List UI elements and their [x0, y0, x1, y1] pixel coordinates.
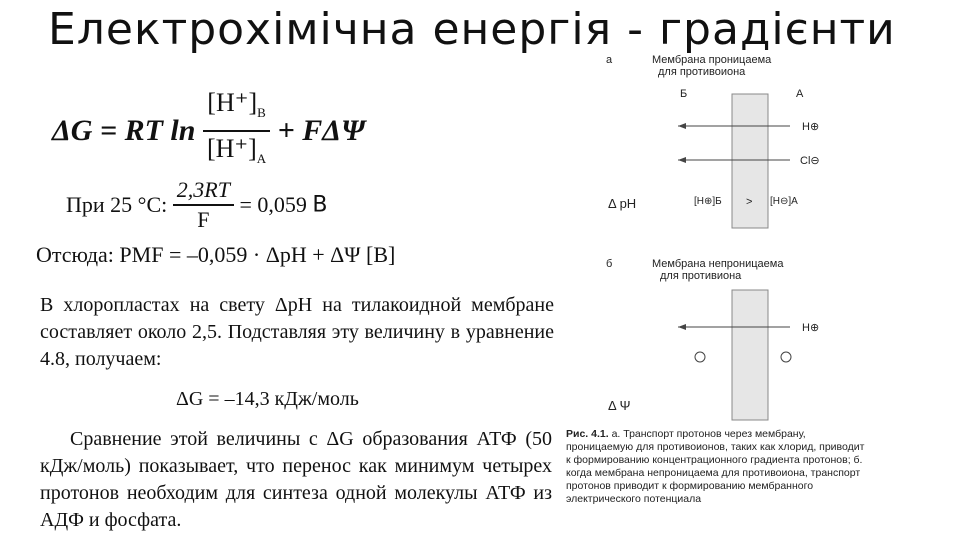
- temp-unit: В: [312, 192, 328, 218]
- h-ion-b: H⊕: [802, 322, 820, 334]
- temperature-equation: [66, 176, 327, 234]
- eq-den-sub: A: [256, 151, 267, 167]
- gibbs-equation: [52, 86, 366, 167]
- plus-charge-circle: [695, 352, 705, 362]
- h-ion-a: H⊕: [802, 121, 820, 133]
- fig-b-title-2: для противиона: [660, 270, 742, 282]
- caption-text: а. Транспорт протонов через мембрану, проницаемую для противоионов, таких как хлорид, приводит к формированию концентрационного градиента протонов; б. когда мембрана непроницаема для противоиона, транспорт протонов приводит к формированию мембранного электрического потенциала: [566, 428, 865, 505]
- paragraph-atp: Сравнение этой величины с ΔG образования АТФ (50 кДж/моль) показывает, что перенос как минимум четырех протонов необходим для синтеза одной молекулы АТФ из АДФ и фосфата.: [40, 428, 552, 531]
- membrane-diagram: [600, 52, 850, 422]
- eq-fraction: [203, 86, 270, 176]
- temp-den: F: [197, 207, 210, 232]
- eq-den: [H⁺]: [206, 134, 257, 164]
- side-b-label: Б: [680, 88, 688, 100]
- slide-title: Електрохімічна енергія - градієнти: [48, 4, 896, 55]
- cl-arrowhead-a: [678, 157, 686, 163]
- fig-a-title-1: Мембрана проницаема: [652, 54, 772, 66]
- temp-fraction: [173, 176, 234, 234]
- side-a-label: А: [796, 88, 804, 100]
- conc-a: [H⊖]А: [770, 196, 798, 207]
- eq-num: [H⁺]: [207, 88, 258, 117]
- caption-label: Рис. 4.1.: [566, 428, 609, 440]
- temp-prefix: При 25 °С:: [66, 192, 168, 217]
- eq-lhs: ΔG = RT ln: [52, 114, 196, 148]
- temp-num: 2,3RT: [173, 176, 234, 206]
- eq-num-sub: B: [257, 105, 266, 121]
- fig-b-title-1: Мембрана непроницаема: [652, 258, 784, 270]
- conc-b: [H⊕]Б: [694, 196, 722, 207]
- paragraph-chloroplast: В хлоропластах на свету ΔpH на тилакоидной мембране составляет около 2,5. Подставляя эту величину в уравнение 4.8, получаем:: [40, 294, 554, 370]
- figure-caption: [566, 428, 866, 506]
- fig-a-title-2: для противоиона: [658, 66, 746, 78]
- delta-psi-label: Δ Ψ: [608, 398, 631, 413]
- cl-ion-a: Cl⊖: [800, 155, 820, 167]
- delta-ph-label: Δ pH: [608, 196, 637, 211]
- minus-charge-circle: [781, 352, 791, 362]
- pmf-line: Отсюда: PMF = –0,059 · ΔpH + ΔΨ [B]: [36, 242, 396, 267]
- label-a: а: [606, 54, 613, 66]
- h-arrowhead-a: [678, 123, 686, 129]
- temp-rhs: = 0,059: [239, 192, 307, 217]
- label-b: б: [606, 258, 613, 270]
- result-equation: ΔG = –14,3 кДж/моль: [176, 388, 359, 410]
- gt-sign: >: [746, 196, 753, 208]
- eq-rhs: + FΔΨ: [277, 114, 366, 148]
- h-arrowhead-b: [678, 324, 686, 330]
- membrane-b: [732, 290, 768, 420]
- membrane-figure: [600, 52, 850, 422]
